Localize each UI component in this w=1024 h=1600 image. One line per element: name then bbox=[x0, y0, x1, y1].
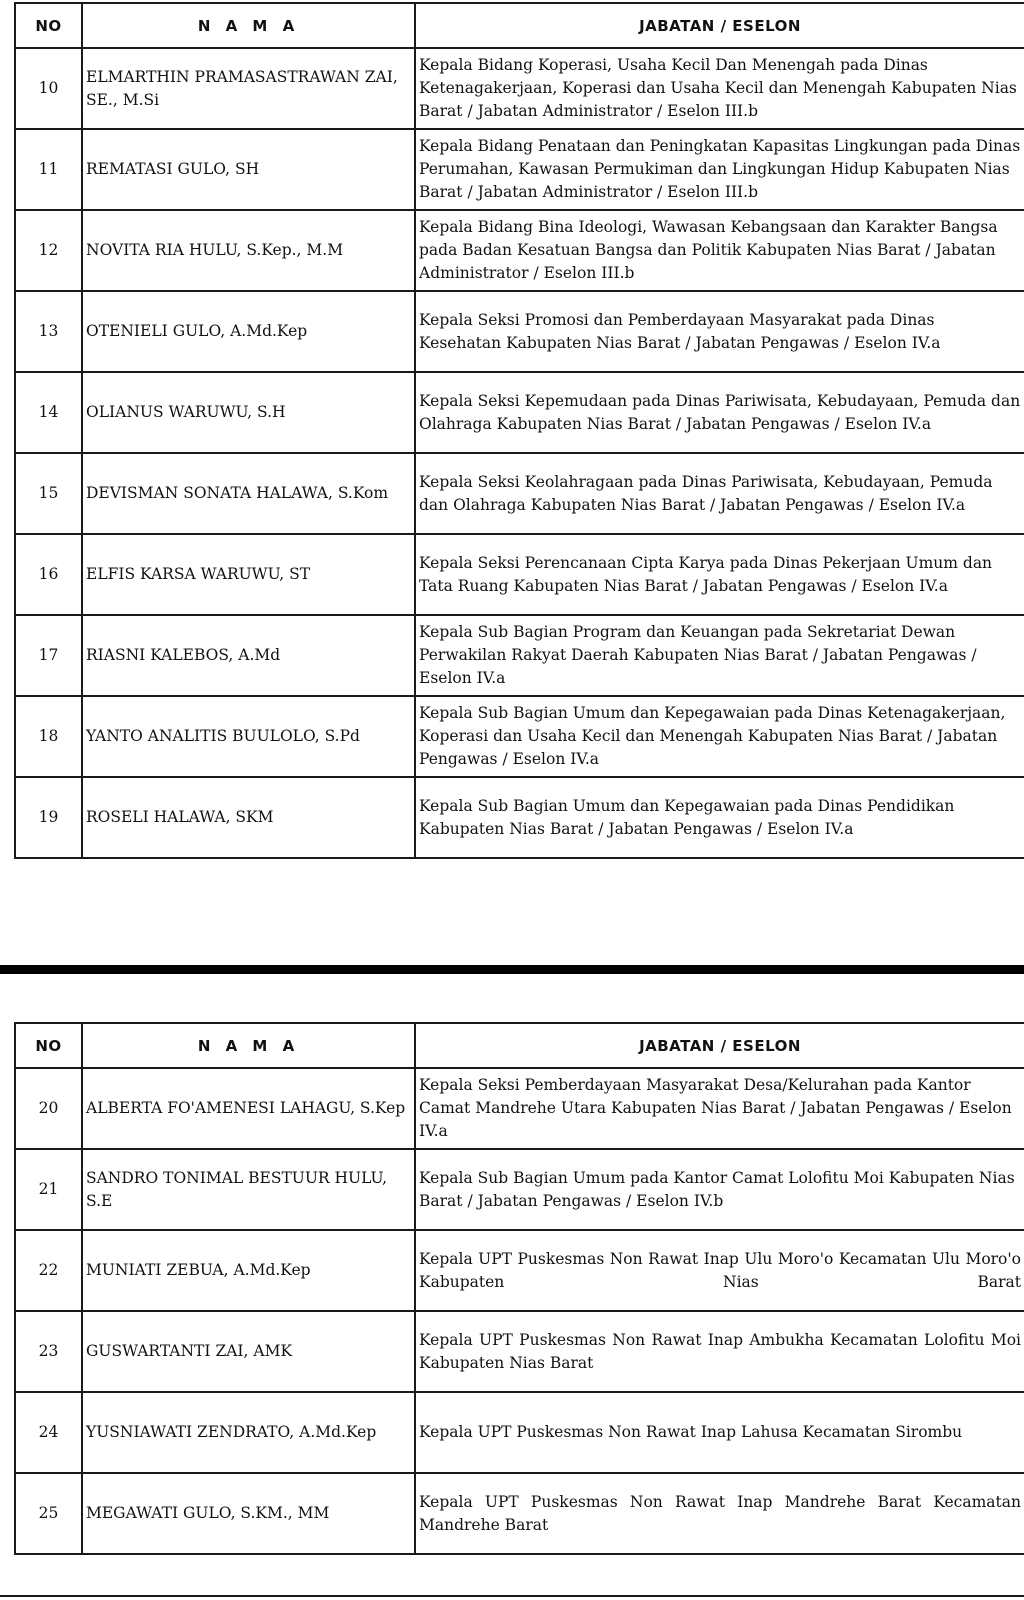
position-eselon: Kepala Bidang Bina Ideologi, Wawasan Kebangsaan dan Karakter Bangsa pada Badan Kesatuan Bangsa dan Politik Kabupaten Nias Barat / Jabatan Administrator / Eselon III.b bbox=[415, 210, 1024, 291]
header-jabatan: JABATAN / ESELON bbox=[415, 1023, 1024, 1068]
row-number: 18 bbox=[15, 696, 82, 777]
official-name: ALBERTA FO'AMENESI LAHAGU, S.Kep bbox=[82, 1068, 415, 1149]
table-header-row bbox=[15, 1023, 1024, 1068]
row-number: 15 bbox=[15, 453, 82, 534]
table-row bbox=[15, 453, 1024, 534]
row-number: 19 bbox=[15, 777, 82, 858]
official-name: DEVISMAN SONATA HALAWA, S.Kom bbox=[82, 453, 415, 534]
official-name: ELMARTHIN PRAMASASTRAWAN ZAI, SE., M.Si bbox=[82, 48, 415, 129]
official-name: OTENIELI GULO, A.Md.Kep bbox=[82, 291, 415, 372]
table-row bbox=[15, 615, 1024, 696]
officials-table-2 bbox=[14, 1022, 1024, 1555]
row-number: 17 bbox=[15, 615, 82, 696]
position-eselon: Kepala Sub Bagian Umum dan Kepegawaian pada Dinas Pendidikan Kabupaten Nias Barat / Jabatan Pengawas / Eselon IV.a bbox=[415, 777, 1024, 858]
table-header-row bbox=[15, 3, 1024, 48]
officials-table-1 bbox=[14, 2, 1024, 859]
position-eselon: Kepala Seksi Perencanaan Cipta Karya pada Dinas Pekerjaan Umum dan Tata Ruang Kabupaten Nias Barat / Jabatan Pengawas / Eselon IV.a bbox=[415, 534, 1024, 615]
official-name: OLIANUS WARUWU, S.H bbox=[82, 372, 415, 453]
official-name: NOVITA RIA HULU, S.Kep., M.M bbox=[82, 210, 415, 291]
table-row bbox=[15, 777, 1024, 858]
row-number: 14 bbox=[15, 372, 82, 453]
table-row bbox=[15, 291, 1024, 372]
official-name: YUSNIAWATI ZENDRATO, A.Md.Kep bbox=[82, 1392, 415, 1473]
row-number: 23 bbox=[15, 1311, 82, 1392]
table-row bbox=[15, 534, 1024, 615]
official-name: RIASNI KALEBOS, A.Md bbox=[82, 615, 415, 696]
table-row bbox=[15, 1230, 1024, 1311]
row-number: 16 bbox=[15, 534, 82, 615]
row-number: 21 bbox=[15, 1149, 82, 1230]
table-row bbox=[15, 1473, 1024, 1554]
official-name: YANTO ANALITIS BUULOLO, S.Pd bbox=[82, 696, 415, 777]
position-eselon: Kepala UPT Puskesmas Non Rawat Inap Ulu Moro'o Kecamatan Ulu Moro'o Kabupaten Nias Barat bbox=[415, 1230, 1024, 1311]
table-row bbox=[15, 696, 1024, 777]
table-row bbox=[15, 1149, 1024, 1230]
position-eselon: Kepala UPT Puskesmas Non Rawat Inap Mandrehe Barat Kecamatan Mandrehe Barat bbox=[415, 1473, 1024, 1554]
position-eselon: Kepala UPT Puskesmas Non Rawat Inap Lahusa Kecamatan Sirombu bbox=[415, 1392, 1024, 1473]
row-number: 12 bbox=[15, 210, 82, 291]
position-eselon: Kepala Sub Bagian Program dan Keuangan pada Sekretariat Dewan Perwakilan Rakyat Daerah Kabupaten Nias Barat / Jabatan Pengawas / Eselon IV.a bbox=[415, 615, 1024, 696]
header-no: NO bbox=[15, 1023, 82, 1068]
position-eselon: Kepala UPT Puskesmas Non Rawat Inap Ambukha Kecamatan Lolofitu Moi Kabupaten Nias Barat bbox=[415, 1311, 1024, 1392]
official-name: MEGAWATI GULO, S.KM., MM bbox=[82, 1473, 415, 1554]
official-name: GUSWARTANTI ZAI, AMK bbox=[82, 1311, 415, 1392]
table-row bbox=[15, 48, 1024, 129]
row-number: 24 bbox=[15, 1392, 82, 1473]
official-name: REMATASI GULO, SH bbox=[82, 129, 415, 210]
table-row bbox=[15, 1068, 1024, 1149]
row-number: 11 bbox=[15, 129, 82, 210]
official-name: ROSELI HALAWA, SKM bbox=[82, 777, 415, 858]
header-nama: N A M A bbox=[82, 1023, 415, 1068]
position-eselon: Kepala Sub Bagian Umum dan Kepegawaian pada Dinas Ketenagakerjaan, Koperasi dan Usaha Kecil dan Menengah Kabupaten Nias Barat / Jabatan Pengawas / Eselon IV.a bbox=[415, 696, 1024, 777]
position-eselon: Kepala Seksi Kepemudaan pada Dinas Pariwisata, Kebudayaan, Pemuda dan Olahraga Kabupaten Nias Barat / Jabatan Pengawas / Eselon IV.a bbox=[415, 372, 1024, 453]
header-jabatan: JABATAN / ESELON bbox=[415, 3, 1024, 48]
table-row bbox=[15, 372, 1024, 453]
table-row bbox=[15, 1311, 1024, 1392]
row-number: 10 bbox=[15, 48, 82, 129]
position-eselon: Kepala Seksi Promosi dan Pemberdayaan Masyarakat pada Dinas Kesehatan Kabupaten Nias Barat / Jabatan Pengawas / Eselon IV.a bbox=[415, 291, 1024, 372]
header-nama: N A M A bbox=[82, 3, 415, 48]
position-eselon: Kepala Seksi Keolahragaan pada Dinas Pariwisata, Kebudayaan, Pemuda dan Olahraga Kabupaten Nias Barat / Jabatan Pengawas / Eselon IV.a bbox=[415, 453, 1024, 534]
row-number: 20 bbox=[15, 1068, 82, 1149]
table-row bbox=[15, 210, 1024, 291]
header-no: NO bbox=[15, 3, 82, 48]
page-separator-bar bbox=[0, 965, 1024, 974]
official-name: ELFIS KARSA WARUWU, ST bbox=[82, 534, 415, 615]
position-eselon: Kepala Sub Bagian Umum pada Kantor Camat Lolofitu Moi Kabupaten Nias Barat / Jabatan Pengawas / Eselon IV.b bbox=[415, 1149, 1024, 1230]
position-eselon: Kepala Seksi Pemberdayaan Masyarakat Desa/Kelurahan pada Kantor Camat Mandrehe Utara Kabupaten Nias Barat / Jabatan Pengawas / Eselon IV.a bbox=[415, 1068, 1024, 1149]
row-number: 13 bbox=[15, 291, 82, 372]
table-row bbox=[15, 129, 1024, 210]
official-name: SANDRO TONIMAL BESTUUR HULU, S.E bbox=[82, 1149, 415, 1230]
bottom-rule-line bbox=[0, 1595, 1024, 1597]
position-eselon: Kepala Bidang Penataan dan Peningkatan Kapasitas Lingkungan pada Dinas Perumahan, Kawasan Permukiman dan Lingkungan Hidup Kabupaten Nias Barat / Jabatan Administrator / Eselon III.b bbox=[415, 129, 1024, 210]
row-number: 22 bbox=[15, 1230, 82, 1311]
row-number: 25 bbox=[15, 1473, 82, 1554]
table-row bbox=[15, 1392, 1024, 1473]
position-eselon: Kepala Bidang Koperasi, Usaha Kecil Dan Menengah pada Dinas Ketenagakerjaan, Koperasi dan Usaha Kecil dan Menengah Kabupaten Nias Barat / Jabatan Administrator / Eselon III.b bbox=[415, 48, 1024, 129]
official-name: MUNIATI ZEBUA, A.Md.Kep bbox=[82, 1230, 415, 1311]
